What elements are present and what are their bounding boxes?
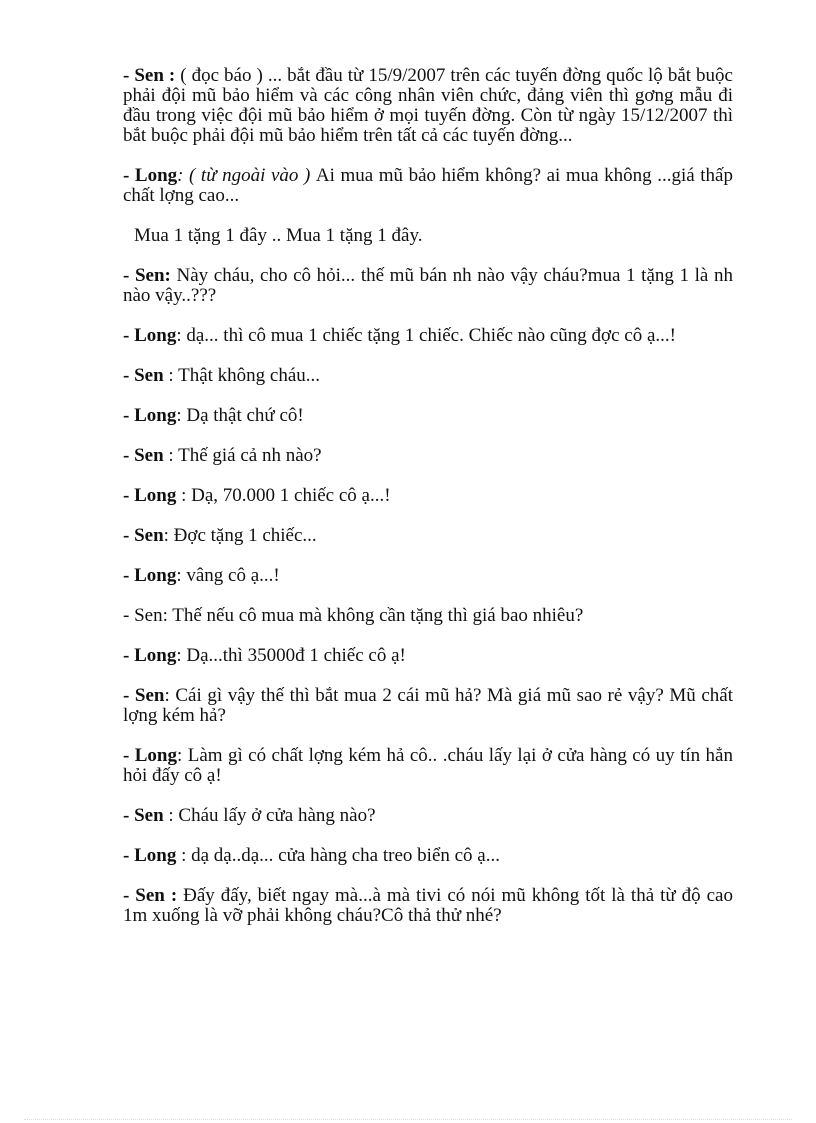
dialogue-line [123,686,733,726]
dialogue-line [123,746,733,786]
dialogue-text: : Cái gì vậy thế thì bắt mua 2 cái mũ hả? Mà giá mũ sao rẻ vậy? Mũ chất lợng kém hả? [123,685,733,726]
speaker-label: - Long [123,745,177,766]
dialogue-line [123,66,733,146]
dialogue-text: : dạ dạ..dạ... cửa hàng cha treo biển cô ạ... [176,845,500,866]
dialogue-line [123,166,733,206]
speaker-label: - Sen : [123,885,178,906]
dialogue-line [123,646,733,666]
dialogue-line [123,266,733,306]
speaker-label: - Sen [123,365,164,386]
speaker-label: - Long [123,405,177,426]
speaker-label: - Sen : [123,65,181,86]
speaker-label: - Long [123,565,177,586]
dialogue-text: Đấy đấy, biết ngay mà...à mà tivi có nói mũ không tốt là thả từ độ cao 1m xuống là vỡ phải không cháu?Cô thả thử nhé? [123,885,733,926]
dialogue-line [123,326,733,346]
dialogue-text: : dạ... thì cô mua 1 chiếc tặng 1 chiếc. Chiếc nào cũng đợc cô ạ...! [176,325,676,346]
dialogue-line [123,486,733,506]
document-page [123,66,733,946]
dialogue-line [123,806,733,826]
dialogue-text: Này cháu, cho cô hỏi... thế mũ bán nh nào vậy cháu?mua 1 tặng 1 là nh nào vậy..??? [123,265,733,306]
dialogue-text: : Thật không cháu... [163,365,321,386]
dialogue-line [123,406,733,426]
dialogue-text: Mua 1 tặng 1 đây .. Mua 1 tặng 1 đây. [134,225,423,246]
dialogue-text: : vâng cô ạ...! [176,565,280,586]
dialogue-text: : Làm gì có chất lợng kém hả cô.. .cháu lấy lại ở cửa hàng có uy tín hẳn hỏi đấy cô ạ! [123,745,733,786]
speaker-label: - Long [123,845,177,866]
speaker-label: - Long [123,485,177,506]
dialogue-text: : Đợc tặng 1 chiếc... [163,525,317,546]
speaker-label: - Long [123,645,177,666]
speaker-label: - Sen [123,525,164,546]
dialogue-text: : Cháu lấy ở cửa hàng nào? [163,805,376,826]
dialogue-text: : Thế giá cả nh nào? [163,445,322,466]
dialogue-text: : Dạ thật chứ cô! [176,405,304,426]
speaker-label: - Sen: [123,265,171,286]
dialogue-line [123,886,733,926]
page-bottom-divider [24,1119,792,1120]
speaker-label: - Long [123,165,178,186]
speaker-label: - Long [123,325,177,346]
dialogue-text: Ai mua mũ bảo hiểm không? ai mua không ...giá thấp chất lợng cao... [123,165,733,206]
speaker-label: - Sen [123,805,164,826]
dialogue-text: : Dạ, 70.000 1 chiếc cô ạ...! [176,485,391,506]
speaker-label: - Sen [123,685,165,706]
dialogue-line [123,526,733,546]
dialogue-line [123,606,733,626]
stage-direction: : ( từ ngoài vào ) [177,165,316,186]
dialogue-text: - Sen: Thế nếu cô mua mà không cần tặng thì giá bao nhiêu? [123,605,584,626]
dialogue-line [123,846,733,866]
speaker-label: - Sen [123,445,164,466]
dialogue-text: ( đọc báo ) ... bắt đầu từ 15/9/2007 trên các tuyến đờng quốc lộ bắt buộc phải đội mũ bảo hiểm và các công nhân viên chức, đảng viên thì gơng mẫu đi đầu trong việc đội mũ bảo hiểm ở mọi tuyến đờng. Còn từ ngày 15/12/2007 thì bắt buộc phải đội mũ bảo hiểm trên tất cả các tuyến đờng... [123,65,733,146]
dialogue-line [123,226,733,246]
dialogue-line [123,366,733,386]
dialogue-line [123,566,733,586]
dialogue-text: : Dạ...thì 35000đ 1 chiếc cô ạ! [176,645,406,666]
dialogue-line [123,446,733,466]
